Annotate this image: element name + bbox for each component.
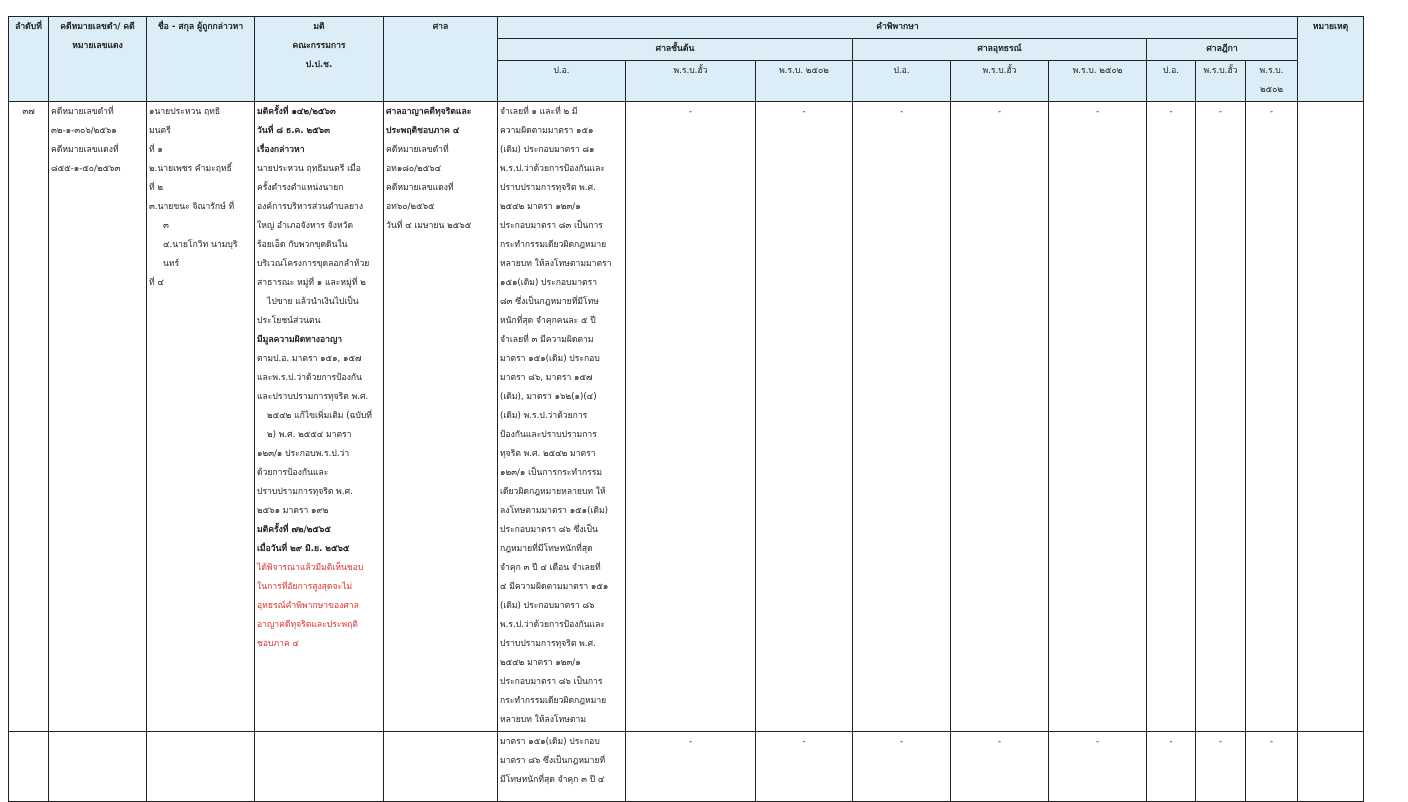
header-court-appeal: ศาลอุทธรณ์	[853, 39, 1147, 61]
cell-remark	[1298, 732, 1364, 802]
cell-supreme-po: -	[1147, 102, 1196, 732]
header-court: ศาล	[384, 17, 498, 102]
cell-remark	[1298, 102, 1364, 732]
judgment-table	[8, 16, 1364, 802]
cell-names	[147, 732, 255, 802]
sub-supreme-po: ป.อ.	[1147, 61, 1196, 102]
sub-first-prb2502: พ.ร.บ. ๒๕๐๒	[756, 61, 853, 102]
cell-resolution	[255, 732, 384, 802]
sub-supreme-prb: พ.ร.บ.ฮั้ว	[1196, 61, 1246, 102]
cell-appeal-po: -	[853, 732, 951, 802]
sub-appeal-prb: พ.ร.บ.ฮั้ว	[951, 61, 1049, 102]
cell-first-prb: -	[626, 732, 756, 802]
cell-first-prb2502: -	[756, 732, 853, 802]
cell-first-po: จำเลยที่ ๑ และที่ ๒ มี ความผิดตามมาตรา ๑๕๑ (เดิม) ประกอบมาตรา ๘๑ พ.ร.ป.ว่าด้วยการป้องกันและ ปราบปรามการทุจริต พ.ศ. ๒๕๔๒ มาตรา ๑๒๓/๑ ประกอบมาตรา ๘๓ เป็นการ กระทำกรรมเดียวผิดกฎหมาย หลายบท ให้ลงโทษตามมาตรา ๑๕๑(เดิม) ประกอบมาตรา ๘๓ ซึ่งเป็นกฎหมายที่มีโทษ หนักที่สุด จำคุกคนละ ๕ ปี จำเลยที่ ๓ มีความผิดตาม มาตรา ๑๕๑(เดิม) ประกอบ มาตรา ๘๖, มาตรา ๑๕๗ (เดิม), มาตรา ๑๖๒(๑)(๔) (เดิม) พ.ร.ป.ว่าด้วยการ ป้องกันและปราบปรามการ ทุจริต พ.ศ. ๒๕๔๒ มาตรา ๑๒๓/๑ เป็นการกระทำกรรม เดียวผิดกฎหมายหลายบท ให้ ลงโทษตามมาตรา ๑๕๑(เดิม) ประกอบมาตรา ๘๖ ซึ่งเป็น กฎหมายที่มีโทษหนักที่สุด จำคุก ๓ ปี ๔ เดือน จำเลยที่ ๔ มีความผิดตามมาตรา ๑๕๑ (เดิม) ประกอบมาตรา ๘๖ พ.ร.ป.ว่าด้วยการป้องกันและ ปราบปรามการทุจริต พ.ศ. ๒๕๔๒ มาตรา ๑๒๓/๑ ประกอบมาตรา ๘๖ เป็นการ กระทำกรรมเดียวผิดกฎหมาย หลายบท ให้ลงโทษตาม	[498, 102, 626, 732]
cell-supreme-po: -	[1147, 732, 1196, 802]
sub-supreme-prb2502: พ.ร.บ. ๒๕๐๒	[1246, 61, 1298, 102]
header-judgment: คำพิพากษา	[498, 17, 1298, 39]
cell-case	[49, 732, 147, 802]
cell-supreme-prb2502: -	[1246, 732, 1298, 802]
cell-first-prb: -	[626, 102, 756, 732]
cell-no: ๓๗	[9, 102, 49, 732]
sub-first-po: ป.อ.	[498, 61, 626, 102]
table-row	[9, 102, 1364, 732]
header-court-supreme: ศาลฎีกา	[1147, 39, 1298, 61]
cell-appeal-prb2502: -	[1049, 102, 1147, 732]
header-name: ชื่อ - สกุล ผู้ถูกกล่าวหา	[147, 17, 255, 102]
cell-supreme-prb2502: -	[1246, 102, 1298, 732]
cell-appeal-prb: -	[951, 732, 1049, 802]
header-resolution: มติ คณะกรรมการ ป.ป.ช.	[255, 17, 384, 102]
table-row	[9, 732, 1364, 802]
cell-resolution: มติครั้งที่ ๑๔๒/๒๕๖๓ วันที่ ๘ ธ.ค. ๒๕๖๓ เรื่องกล่าวหา นายประหวน ฤทธิมนตรี เมื่อ ครั้งดำรงตำแหน่งนายก องค์การบริหารส่วนตำบลยาง ใหญ่ อำเภอจังหาร จังหวัด ร้อยเอ็ด กับพวกขุดดินใน บริเวณโครงการขุดลอกลำห้วย สาธารณะ หมู่ที่ ๑ และหมู่ที่ ๒ ไปขาย แล้วนำเงินไปเป็น ประโยชน์ส่วนตน มีมูลความผิดทางอาญา ตามป.อ. มาตรา ๑๕๑, ๑๕๗ และพ.ร.ป.ว่าด้วยการป้องกัน และปราบปรามการทุจริต พ.ศ. ๒๕๔๒ แก้ไขเพิ่มเติม (ฉบับที่ ๒) พ.ศ. ๒๕๕๔ มาตรา ๑๒๓/๑ ประกอบพ.ร.ป.ว่า ด้วยการป้องกันและ ปราบปรามการทุจริต พ.ศ. ๒๕๖๑ มาตรา ๑๙๒ มติครั้งที่ ๗๒/๒๕๖๕ เมื่อวันที่ ๒๙ มิ.ย. ๒๕๖๕ ได้พิจารณาแล้วมีมติเห็นชอบ ในการที่อัยการสูงสุดจะไม่ อุทธรณ์คำพิพากษาของศาล อาญาคดีทุจริตและประพฤติ ชอบภาค ๔	[255, 102, 384, 732]
cell-appeal-po: -	[853, 102, 951, 732]
header-court-first: ศาลชั้นต้น	[498, 39, 853, 61]
header-case: คดีหมายเลขดำ/ คดีหมายเลขแดง	[49, 17, 147, 102]
sub-first-prb: พ.ร.บ.ฮั้ว	[626, 61, 756, 102]
header-no: ลำดับที่	[9, 17, 49, 102]
cell-court	[384, 732, 498, 802]
cell-first-po: มาตรา ๑๕๑(เดิม) ประกอบ มาตรา ๘๖ ซึ่งเป็นกฎหมายที่ มีโทษหนักที่สุด จำคุก ๓ ปี ๔	[498, 732, 626, 802]
cell-case: คดีหมายเลขดำที่ ๓๒-๑-๓๐๖/๒๕๖๑ คดีหมายเลขแดงที่ ๘๕๕-๑-๕๐/๒๕๖๓	[49, 102, 147, 732]
cell-first-prb2502: -	[756, 102, 853, 732]
cell-names: ๑นายประหวน ฤทธิ มนตรี ที่ ๑ ๒.นายเพชร คำมะฤทธิ์ ที่ ๒ ๓.นายขนะ จิณารักษ์ ที่ ๓ ๔.นายโกวิท นามบุรินทร์ ที่ ๔	[147, 102, 255, 732]
sub-appeal-prb2502: พ.ร.บ. ๒๕๐๒	[1049, 61, 1147, 102]
cell-no	[9, 732, 49, 802]
header-remark: หมายเหตุ	[1298, 17, 1364, 102]
cell-court: ศาลอาญาคดีทุจริตและ ประพฤติชอบภาค ๔ คดีหมายเลขดำที่ อท๑๘๐/๒๕๖๔ คดีหมายเลขแดงที่ อท๖๐/๒๕๖๕ วันที่ ๔ เมษายน ๒๕๖๕	[384, 102, 498, 732]
cell-appeal-prb2502: -	[1049, 732, 1147, 802]
sub-appeal-po: ป.อ.	[853, 61, 951, 102]
cell-supreme-prb: -	[1196, 732, 1246, 802]
cell-supreme-prb: -	[1196, 102, 1246, 732]
cell-appeal-prb: -	[951, 102, 1049, 732]
